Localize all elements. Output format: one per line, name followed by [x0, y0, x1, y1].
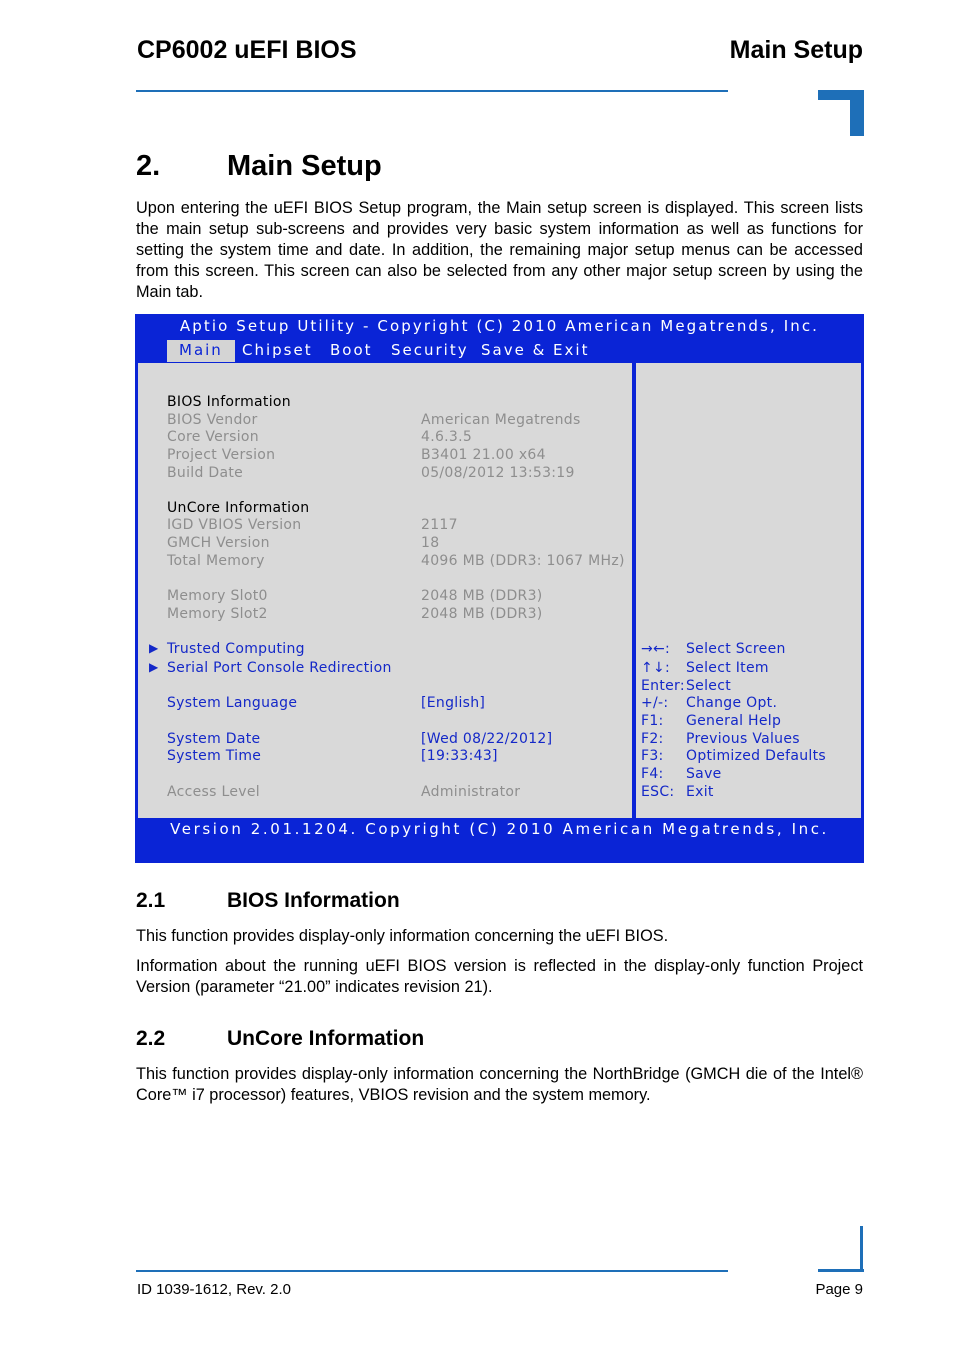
memory-slot0-label: Memory Slot0	[167, 588, 268, 604]
help-desc: Exit	[686, 784, 714, 800]
core-version-value: 4.6.3.5	[421, 429, 473, 445]
system-time-label[interactable]: System Time	[167, 748, 262, 764]
help-desc: Save	[686, 766, 722, 782]
tab-boot[interactable]: Boot	[330, 341, 373, 359]
bios-info-heading: BIOS Information	[167, 394, 291, 410]
system-language-label[interactable]: System Language	[167, 695, 298, 711]
corner-mark-vertical	[850, 90, 864, 136]
igd-vbios-value: 2117	[421, 517, 458, 533]
gmch-version-value: 18	[421, 535, 440, 551]
page-number: Page 9	[815, 1281, 863, 1298]
help-desc: General Help	[686, 713, 782, 729]
tab-chipset[interactable]: Chipset	[242, 341, 313, 359]
help-key: +/-:	[641, 695, 669, 711]
document-id: ID 1039-1612, Rev. 2.0	[137, 1281, 291, 1298]
system-time-value[interactable]: [19:33:43]	[421, 748, 498, 764]
system-date-label[interactable]: System Date	[167, 731, 261, 747]
total-memory-label: Total Memory	[167, 553, 265, 569]
doc-header-section: Main Setup	[729, 36, 863, 64]
uncore-info-heading: UnCore Information	[167, 500, 310, 516]
help-key: F4:	[641, 766, 664, 782]
project-version-label: Project Version	[167, 447, 276, 463]
system-language-value[interactable]: [English]	[421, 695, 486, 711]
help-desc: Select Item	[686, 660, 769, 676]
doc-header-title: CP6002 uEFI BIOS	[137, 36, 357, 64]
tab-save-exit[interactable]: Save & Exit	[481, 341, 590, 359]
help-desc: Select	[686, 678, 731, 694]
submenu-trusted-computing[interactable]: Trusted Computing	[167, 641, 305, 657]
memory-slot2-value: 2048 MB (DDR3)	[421, 606, 543, 622]
access-level-value: Administrator	[421, 784, 521, 800]
igd-vbios-label: IGD VBIOS Version	[167, 517, 302, 533]
system-date-value[interactable]: [Wed 08/22/2012]	[421, 731, 553, 747]
bios-main-panel	[138, 363, 632, 818]
help-key: ESC:	[641, 784, 675, 800]
footer-rule	[136, 1270, 728, 1272]
subsection-title: UnCore Information	[227, 1027, 425, 1050]
submenu-serial-port-console[interactable]: Serial Port Console Redirection	[167, 660, 392, 676]
subsection-number: 2.2	[136, 1027, 166, 1050]
help-key: F3:	[641, 748, 664, 764]
gmch-version-label: GMCH Version	[167, 535, 270, 551]
bios-screen	[135, 314, 864, 863]
intro-paragraph: Upon entering the uEFI BIOS Setup program, the Main setup screen is displayed. This screen lists the main setup sub-screens and provides very basic system information as well as functions for setting the system time and date. In addition, the remaining major setup menus can be accessed from this screen. This screen can also be selected from any other major setup screen by using the Main tab.	[136, 199, 863, 301]
submenu-arrow-icon: ▶	[149, 660, 159, 674]
subsection-title: BIOS Information	[227, 889, 400, 912]
memory-slot2-label: Memory Slot2	[167, 606, 268, 622]
footer-corner-mark-horizontal	[818, 1269, 864, 1272]
tab-security[interactable]: Security	[391, 341, 469, 359]
footer-corner-mark	[860, 1226, 863, 1272]
bios-help-panel	[636, 363, 861, 818]
access-level-label: Access Level	[167, 784, 260, 800]
paragraph: This function provides display-only information concerning the uEFI BIOS.	[136, 927, 669, 945]
build-date-label: Build Date	[167, 465, 244, 481]
header-rule	[136, 90, 728, 92]
project-version-value: B3401 21.00 x64	[421, 447, 546, 463]
help-desc: Optimized Defaults	[686, 748, 826, 764]
help-key: F2:	[641, 731, 664, 747]
bios-footer-bar: Version 2.01.1204. Copyright (C) 2010 American Megatrends, Inc.	[170, 820, 829, 838]
help-key: F1:	[641, 713, 664, 729]
help-desc: Change Opt.	[686, 695, 778, 711]
help-key: Enter:	[641, 678, 685, 694]
help-key: ↑↓:	[641, 660, 671, 676]
core-version-label: Core Version	[167, 429, 259, 445]
bios-vendor-label: BIOS Vendor	[167, 412, 258, 428]
help-key: →←:	[641, 641, 671, 657]
help-desc: Select Screen	[686, 641, 786, 657]
paragraph: Information about the running uEFI BIOS version is reflected in the display-only function Project Version (parameter “21.00” indicates revision 21).	[136, 957, 863, 996]
bios-title-bar: Aptio Setup Utility - Copyright (C) 2010 American Megatrends, Inc.	[179, 317, 820, 335]
build-date-value: 05/08/2012 13:53:19	[421, 465, 575, 481]
paragraph: This function provides display-only information concerning the NorthBridge (GMCH die of the Intel® Core™ i7 processor) features, VBIOS revision and the system memory.	[136, 1065, 863, 1104]
submenu-arrow-icon: ▶	[149, 641, 159, 655]
bios-vendor-value: American Megatrends	[421, 412, 581, 428]
total-memory-value: 4096 MB (DDR3: 1067 MHz)	[421, 553, 625, 569]
section-title: Main Setup	[227, 150, 382, 182]
tab-main[interactable]: Main	[167, 340, 235, 362]
memory-slot0-value: 2048 MB (DDR3)	[421, 588, 543, 604]
section-number: 2.	[136, 150, 161, 182]
help-desc: Previous Values	[686, 731, 800, 747]
subsection-number: 2.1	[136, 889, 166, 912]
